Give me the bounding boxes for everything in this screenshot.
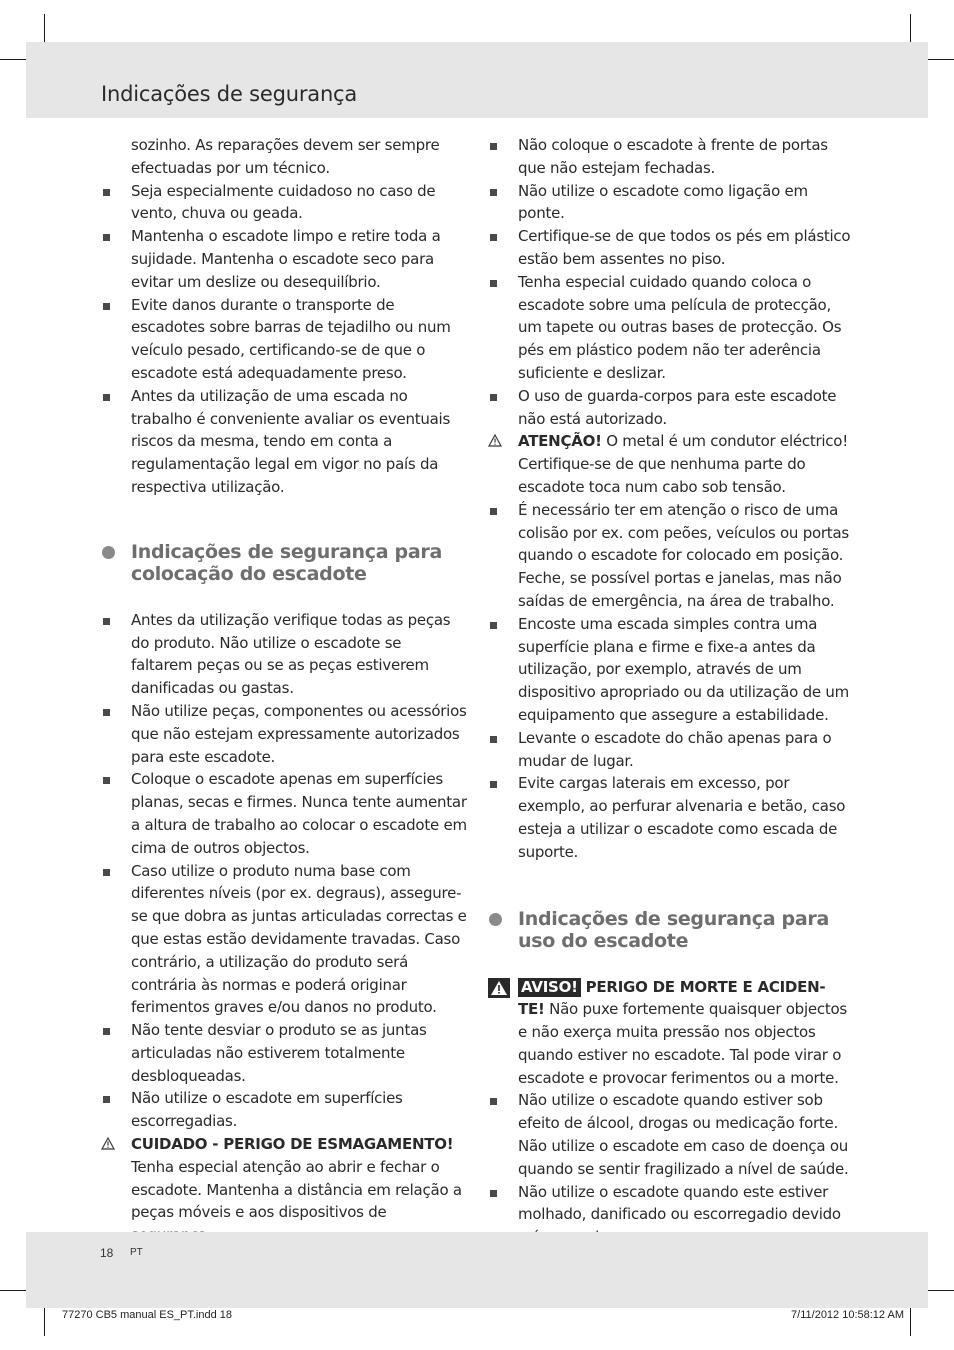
bullet-square-icon [490, 143, 497, 150]
bullet-square-icon [103, 777, 110, 784]
bullet-square-icon [490, 189, 497, 196]
bullet-circle-icon [102, 546, 115, 559]
list-item: Encoste uma escada simples contra uma superfície plana e firme e fixe-a antes da utilização, por exemplo, através de um dispositivo apropriado ou da utilização de um equipamento que assegure a estabilidade. [488, 613, 854, 727]
bullet-square-icon [103, 618, 110, 625]
list-item: Antes da utilização de uma escada no trabalho é conveniente avaliar os eventuais riscos da mesma, tendo em conta a regulamentação legal em vigor no país da respectiva utilização. [101, 385, 467, 499]
list-item: Tenha especial cuidado quando coloca o escadote sobre uma película de protecção, um tapete ou outras bases de protecção. Os pés em plástico podem não ter aderência suficiente e deslizar. [488, 271, 854, 385]
aviso-badge: AVISO! [518, 978, 581, 997]
list-item: Certifique-se de que todos os pés em plástico estão bem assentes no piso. [488, 225, 854, 271]
header-band [26, 42, 928, 118]
list-item-continuation: sozinho. As reparações devem ser sempre efectuadas por um técnico. [131, 136, 440, 177]
footer-band [26, 1232, 928, 1308]
bullet-square-icon [490, 394, 497, 401]
bullet-square-icon [490, 622, 497, 629]
list-item: Não utilize o escadote quando estiver sob efeito de álcool, drogas ou medicação forte. Não utilize o escadote em caso de doença ou quando se sentir fragilizado a nível de saúde. [488, 1089, 854, 1180]
bullet-square-icon [490, 280, 497, 287]
list-item: Não utilize o escadote quando este estiver molhado, danificado ou escorregadio devido [488, 1181, 854, 1249]
bullet-square-icon [103, 234, 110, 241]
caution-item: CUIDADO - PERIGO DE ESMAGAMENTO! Tenha especial atenção ao abrir e fechar o escadote. Mantenha a distância em relação a peças móveis e aos dispositivos de [101, 1133, 467, 1247]
bullet-square-icon [103, 1096, 110, 1103]
bullet-square-icon [490, 508, 497, 515]
section-heading-use: Indicações de segurança para uso do escadote [488, 908, 854, 952]
list-item: Levante o escadote do chão apenas para o mudar de lugar. [488, 727, 854, 773]
crop-mark [924, 1290, 954, 1291]
bullet-square-icon [103, 1028, 110, 1035]
warning-triangle-icon [488, 434, 502, 447]
crop-mark [44, 1304, 45, 1336]
list-item: Evite danos durante o transporte de escadotes sobre barras de tejadilho ou num veículo pesado, certificando-se de que o escadote está adequadamente preso. [101, 294, 467, 385]
list-item: Caso utilize o produto numa base com diferentes níveis (por ex. degraus), assegure-se que dobra as juntas articuladas correctas e que estas estão devidamente travadas. Caso contrário, a utilização do produto será contrária às normas e poderá originar ferimentos graves e/ou danos no produto. [101, 860, 467, 1020]
attention-item: ATENÇÃO! O metal é um condutor eléctrico! Certifique-se de que nenhuma parte do escadote toca num cabo sob tensão. [488, 430, 854, 498]
bullet-circle-icon [489, 913, 502, 926]
attention-heading: ATENÇÃO! [518, 432, 602, 451]
aviso-item: AVISO! PERIGO DE MORTE E ACIDEN- TE! Não puxe fortemente quaisquer objectos e não exerça muita pressão nos objectos quando estiver no escadote. Tal pode virar o escadote e provocar ferimentos ou a morte. [488, 976, 854, 1090]
print-slug-file: 77270 CB5 manual ES_PT.indd 18 [62, 1309, 233, 1321]
bullet-square-icon [103, 869, 110, 876]
list-item: Coloque o escadote apenas em superfícies planas, secas e firmes. Nunca tente aumentar a altura de trabalho ao colocar o escadote em cima de outros objectos. [101, 768, 467, 859]
list-item: Mantenha o escadote limpo e retire toda a sujidade. Mantenha o escadote seco para evitar um deslize ou desequilíbrio. [101, 225, 467, 293]
bullet-square-icon [490, 1098, 497, 1105]
left-column [101, 134, 467, 1247]
page-number: 18 [100, 1246, 114, 1260]
list-item: O uso de guarda-corpos para este escadote não está autorizado. [488, 385, 854, 431]
crop-mark [910, 1304, 911, 1336]
right-column [488, 134, 854, 1249]
bullet-square-icon [103, 709, 110, 716]
list-item: É necessário ter em atenção o risco de uma colisão por ex. com peões, veículos ou portas quando o escadote for colocado em posição. Feche, se possível portas e janelas, mas não saídas de emergência, na área de trabalho. [488, 499, 854, 613]
aviso-heading: PERIGO DE MORTE E ACIDEN- TE! [518, 977, 826, 1019]
bullet-square-icon [490, 234, 497, 241]
bullet-square-icon [490, 781, 497, 788]
print-slug-date: 7/11/2012 10:58:12 AM [791, 1309, 904, 1321]
crop-mark [924, 59, 954, 60]
bullet-square-icon [103, 303, 110, 310]
list-item: Antes da utilização verifique todas as peças do produto. Não utilize o escadote se faltarem peças ou se as peças estiverem danificadas ou gastas. [101, 609, 467, 700]
caution-heading: CUIDADO - PERIGO DE ESMAGAMENTO! [131, 1135, 454, 1154]
page-title: Indicações de segurança [101, 82, 358, 106]
bullet-square-icon [103, 394, 110, 401]
list-item: Não utilize peças, componentes ou acessórios que não estejam expressamente autorizados para este escadote. [101, 700, 467, 768]
warning-triangle-icon [101, 1137, 115, 1150]
list-item: Seja especialmente cuidadoso no caso de vento, chuva ou geada. [101, 180, 467, 226]
list-item: Não utilize o escadote como ligação em ponte. [488, 180, 854, 226]
bullet-square-icon [490, 1190, 497, 1197]
section-heading-placement: Indicações de segurança para colocação do escadote [101, 541, 467, 585]
bullet-square-icon [490, 736, 497, 743]
page-language: PT [130, 1247, 143, 1258]
bullet-square-icon [103, 189, 110, 196]
danger-triangle-icon [488, 978, 510, 998]
list-item: Não tente desviar o produto se as juntas articuladas não estiverem totalmente desbloqueadas. [101, 1019, 467, 1087]
list-item: Evite cargas laterais em excesso, por exemplo, ao perfurar alvenaria e betão, caso esteja a utilizar o escadote como escada de suporte. [488, 772, 854, 863]
list-item: Não utilize o escadote em superfícies escorregadias. [101, 1087, 467, 1133]
list-item: Não coloque o escadote à frente de portas que não estejam fechadas. [488, 134, 854, 180]
